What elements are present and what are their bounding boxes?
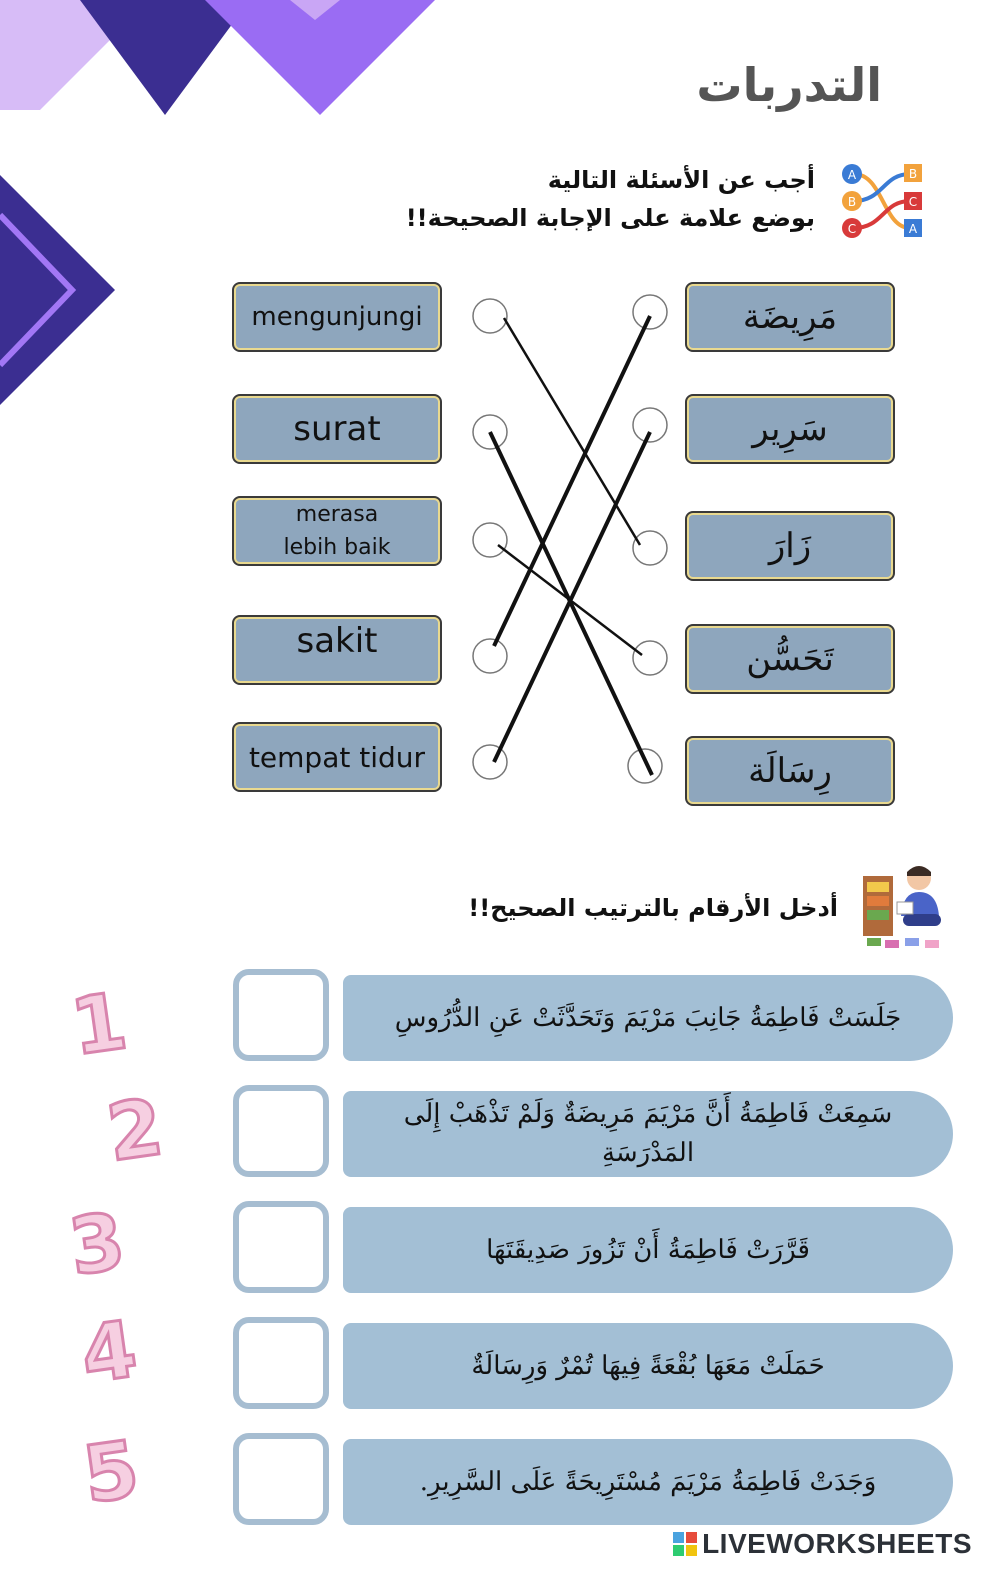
sentence-1: جَلَسَتْ فَاطِمَةُ جَانِبَ مَرْيَمَ وَتَحَدَّثَتْ عَنِ الدُّرُوسِ [343, 975, 953, 1061]
page-title: التدربات [696, 58, 882, 112]
liveworksheets-logo [672, 1528, 972, 1560]
svg-text:C: C [847, 222, 857, 236]
right-card-1: مَرِيضَة [687, 284, 893, 350]
matching-instruction-line1: أجب عن الأسئلة التالية [547, 166, 815, 194]
sentence-4: حَمَلَتْ مَعَهَا بُقْعَةً فِيهَا تُمْرٌ وَرِسَالَةٌ [343, 1323, 953, 1409]
ordering-instruction: أدخل الأرقام بالترتيب الصحيح!! [468, 894, 838, 922]
right-dot-5[interactable] [628, 749, 662, 783]
left-card-3: merasa lebih baik [234, 498, 440, 564]
svg-text:A: A [908, 222, 918, 236]
right-dot-2[interactable] [633, 408, 667, 442]
sentence-2: سَمِعَتْ فَاطِمَةُ أَنَّ مَرْيَمَ مَرِيضَةٌ وَلَمْ تَذْهَبْ إِلَى المَدْرَسَةِ [343, 1091, 953, 1177]
svg-text:B: B [847, 195, 857, 209]
right-card-4: تَحَسُّن [687, 626, 893, 692]
left-card-5: tempat tidur [234, 724, 440, 790]
right-card-2: سَرِير [687, 396, 893, 462]
left-card-2: surat [234, 396, 440, 462]
sentence-3: قَرَّرَتْ فَاطِمَةُ أَنْ تَزُورَ صَدِيقَتَهَا [343, 1207, 953, 1293]
number-label-5: 5 [78, 1424, 145, 1522]
svg-text:C: C [908, 195, 918, 209]
number-label-2: 2 [102, 1082, 169, 1180]
number-label-4: 4 [76, 1304, 143, 1402]
left-dot-1[interactable] [473, 299, 507, 333]
answer-box-3[interactable] [233, 1201, 329, 1293]
answer-box-1[interactable] [233, 969, 329, 1061]
left-dot-5[interactable] [473, 745, 507, 779]
matching-instruction-line2: بوضع علامة على الإجابة الصحيحة!! [405, 204, 815, 232]
svg-text:A: A [847, 168, 857, 182]
liveworksheets-logo-icon [672, 1531, 698, 1557]
right-dot-1[interactable] [633, 295, 667, 329]
right-dot-4[interactable] [633, 641, 667, 675]
left-card-4: sakit [234, 617, 440, 683]
boy-sorting-books-icon [857, 858, 952, 953]
number-label-3: 3 [64, 1196, 131, 1294]
answer-box-5[interactable] [233, 1433, 329, 1525]
right-card-3: زَارَ [687, 513, 893, 579]
left-card-1: mengunjungi [234, 284, 440, 350]
answer-box-2[interactable] [233, 1085, 329, 1177]
left-dot-3[interactable] [473, 523, 507, 557]
right-card-5: رِسَالَة [687, 738, 893, 804]
liveworksheets-brand: LIVEWORKSHEETS [702, 1528, 972, 1559]
sentence-5: وَجَدَتْ فَاطِمَةُ مَرْيَمَ مُسْتَرِيحَةً عَلَى السَّرِيرِ. [343, 1439, 953, 1525]
connection-line-1 [504, 318, 640, 545]
left-dot-4[interactable] [473, 639, 507, 673]
right-dot-3[interactable] [633, 531, 667, 565]
answer-box-4[interactable] [233, 1317, 329, 1409]
number-label-1: 1 [66, 976, 133, 1074]
svg-text:B: B [908, 167, 918, 181]
